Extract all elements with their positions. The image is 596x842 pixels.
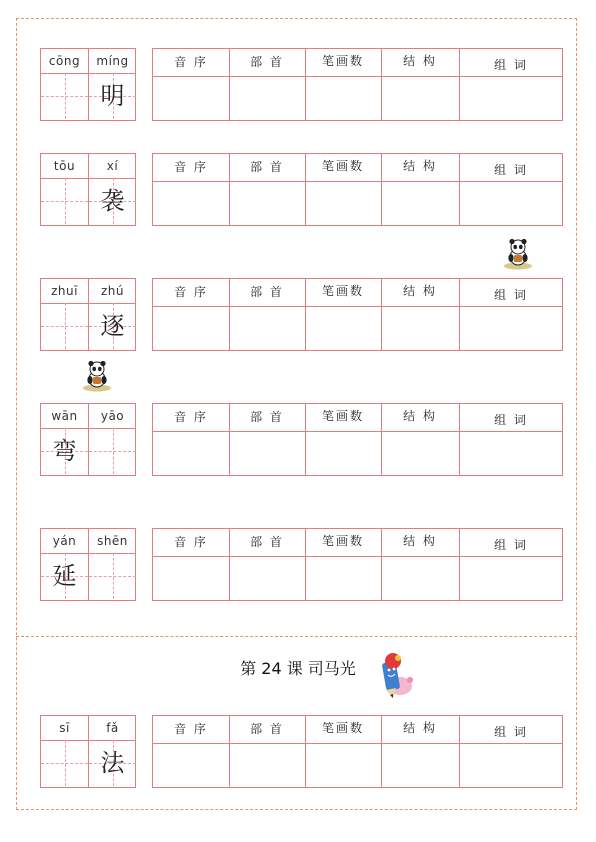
pinyin-left: zhuī bbox=[51, 284, 78, 298]
pinyin-left: tōu bbox=[53, 159, 76, 173]
header-words: 组 词 bbox=[494, 288, 528, 302]
header-structure: 结 构 bbox=[403, 721, 437, 735]
hanzi-right: 法 bbox=[100, 749, 125, 777]
hanzi-left: 延 bbox=[52, 562, 77, 590]
hanzi-right: 逐 bbox=[100, 312, 125, 340]
header-structure: 结 构 bbox=[403, 159, 437, 173]
pinyin-left: wān bbox=[51, 409, 78, 423]
pencil-mascot-icon bbox=[376, 652, 420, 700]
analysis-table bbox=[152, 715, 563, 788]
header-strokes: 笔画数 bbox=[321, 721, 364, 735]
header-strokes: 笔画数 bbox=[321, 54, 364, 68]
panda-icon bbox=[82, 360, 112, 392]
header-structure: 结 构 bbox=[403, 534, 437, 548]
analysis-table bbox=[152, 528, 563, 601]
pinyin-left: cōng bbox=[48, 54, 81, 68]
pinyin-right: shēn bbox=[97, 534, 128, 548]
header-strokes: 笔画数 bbox=[321, 159, 364, 173]
header-radical: 部 首 bbox=[250, 722, 284, 736]
header-words: 组 词 bbox=[494, 413, 528, 427]
pinyin-right: zhú bbox=[100, 284, 124, 298]
header-order: 音 序 bbox=[174, 535, 208, 549]
hanzi-right bbox=[89, 428, 136, 474]
hanzi-left bbox=[41, 73, 88, 119]
lesson-title: 第 24 课 司马光 bbox=[240, 659, 356, 678]
header-order: 音 序 bbox=[174, 722, 208, 736]
header-strokes: 笔画数 bbox=[321, 534, 364, 548]
header-structure: 结 构 bbox=[403, 54, 437, 68]
header-words: 组 词 bbox=[494, 538, 528, 552]
header-structure: 结 构 bbox=[403, 284, 437, 298]
analysis-table bbox=[152, 153, 563, 226]
header-radical: 部 首 bbox=[250, 410, 284, 424]
header-order: 音 序 bbox=[174, 410, 208, 424]
section-divider bbox=[16, 636, 577, 637]
hanzi-left bbox=[41, 303, 88, 349]
analysis-table bbox=[152, 48, 563, 121]
header-strokes: 笔画数 bbox=[321, 409, 364, 423]
hanzi-left bbox=[41, 178, 88, 224]
pinyin-right: yāo bbox=[100, 409, 125, 423]
header-radical: 部 首 bbox=[250, 160, 284, 174]
header-order: 音 序 bbox=[174, 160, 208, 174]
pinyin-card bbox=[40, 48, 136, 121]
pinyin-left: sī bbox=[59, 721, 70, 735]
analysis-table bbox=[152, 278, 563, 351]
hanzi-left: 弯 bbox=[52, 437, 77, 465]
header-strokes: 笔画数 bbox=[321, 284, 364, 298]
panda-icon bbox=[503, 238, 533, 270]
header-radical: 部 首 bbox=[250, 285, 284, 299]
pinyin-card bbox=[40, 278, 136, 351]
pinyin-right: xí bbox=[106, 159, 119, 173]
header-structure: 结 构 bbox=[403, 409, 437, 423]
header-radical: 部 首 bbox=[250, 55, 284, 69]
header-radical: 部 首 bbox=[250, 535, 284, 549]
hanzi-left bbox=[41, 740, 88, 786]
pinyin-card bbox=[40, 403, 136, 476]
hanzi-right bbox=[89, 553, 136, 599]
analysis-table bbox=[152, 403, 563, 476]
pinyin-left: yán bbox=[52, 534, 77, 548]
pinyin-right: míng bbox=[96, 54, 129, 68]
pinyin-card bbox=[40, 528, 136, 601]
header-order: 音 序 bbox=[174, 55, 208, 69]
pinyin-card bbox=[40, 715, 136, 788]
header-words: 组 词 bbox=[494, 725, 528, 739]
header-words: 组 词 bbox=[494, 163, 528, 177]
pinyin-card bbox=[40, 153, 136, 226]
hanzi-right: 袭 bbox=[100, 187, 125, 215]
header-words: 组 词 bbox=[494, 58, 528, 72]
hanzi-right: 明 bbox=[100, 82, 125, 110]
header-order: 音 序 bbox=[174, 285, 208, 299]
pinyin-right: fǎ bbox=[106, 721, 119, 735]
